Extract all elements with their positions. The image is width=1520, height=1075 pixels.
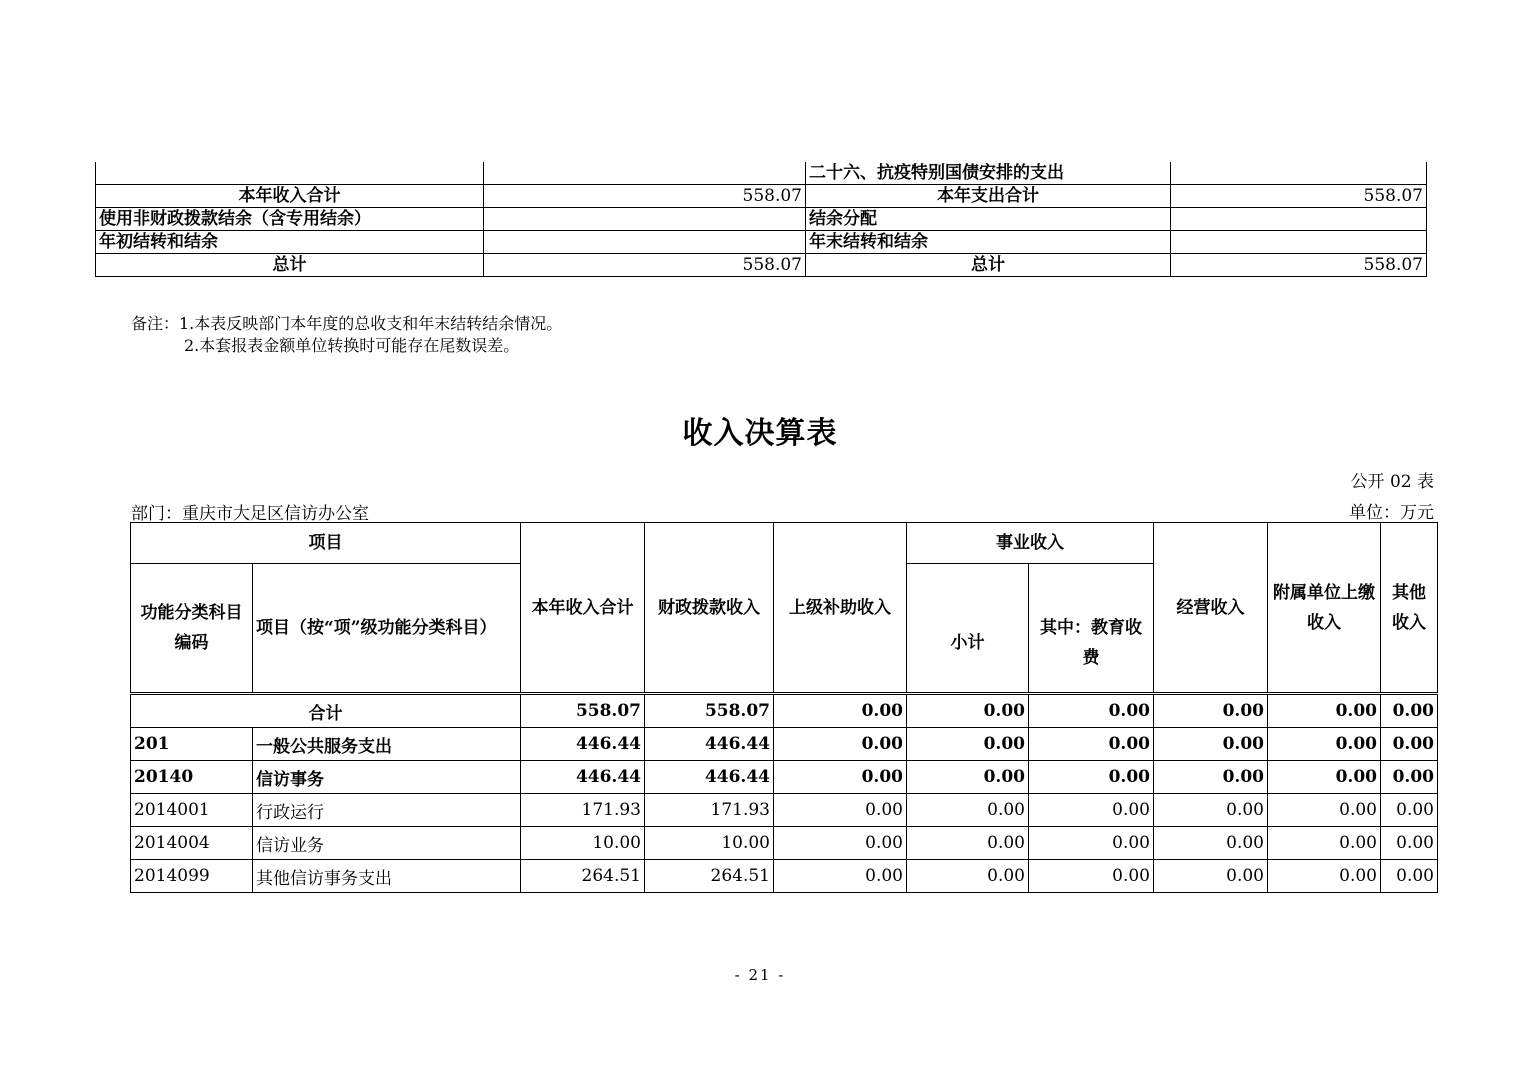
summary-left-value [484, 162, 806, 185]
summary-right-value [1171, 162, 1427, 185]
row-value: 0.00 [1381, 728, 1438, 761]
note-line-2: 2.本套报表金额单位转换时可能存在尾数误差。 [184, 336, 520, 355]
row-value: 0.00 [907, 860, 1029, 893]
row-value: 0.00 [774, 827, 907, 860]
row-value: 446.44 [521, 761, 645, 794]
table-row [131, 761, 1438, 794]
header-operating: 经营收入 [1154, 523, 1268, 694]
summary-right-value: 558.07 [1171, 254, 1427, 277]
row-value: 0.00 [1268, 728, 1381, 761]
row-value: 0.00 [1154, 761, 1268, 794]
header-subtotal: 小计 [907, 564, 1029, 694]
summary-right-label: 总计 [806, 254, 1171, 277]
total-row [131, 694, 1438, 728]
summary-left-label: 使用非财政拨款结余（含专用结余） [96, 208, 484, 231]
row-value: 0.00 [1268, 827, 1381, 860]
row-value: 0.00 [1154, 860, 1268, 893]
summary-row-year-total [96, 185, 1427, 208]
row-value: 0.00 [1268, 794, 1381, 827]
row-value: 0.00 [1029, 761, 1154, 794]
header-affiliated: 附属单位上缴收入 [1268, 523, 1381, 694]
row-name: 其他信访事务支出 [253, 860, 521, 893]
total-value: 558.07 [521, 694, 645, 728]
row-value: 446.44 [645, 761, 774, 794]
summary-left-value [484, 208, 806, 231]
header-superior: 上级补助收入 [774, 523, 907, 694]
row-code: 2014001 [131, 794, 253, 827]
header-education: 其中：教育收费 [1029, 564, 1154, 694]
total-value: 0.00 [907, 694, 1029, 728]
page-number: - 21 - [734, 966, 786, 984]
row-value: 0.00 [1268, 761, 1381, 794]
summary-row-carry [96, 231, 1427, 254]
row-value: 0.00 [1029, 827, 1154, 860]
row-name: 信访事务 [253, 761, 521, 794]
row-value: 0.00 [907, 794, 1029, 827]
row-value: 0.00 [1381, 794, 1438, 827]
header-business-group: 事业收入 [907, 523, 1154, 564]
summary-left-label: 本年收入合计 [96, 185, 484, 208]
row-value: 0.00 [1381, 827, 1438, 860]
summary-left-label: 总计 [96, 254, 484, 277]
row-value: 0.00 [774, 860, 907, 893]
row-value: 0.00 [1268, 860, 1381, 893]
total-value: 0.00 [1154, 694, 1268, 728]
row-value: 264.51 [521, 860, 645, 893]
row-value: 0.00 [1154, 728, 1268, 761]
row-value: 0.00 [1029, 860, 1154, 893]
row-value: 171.93 [645, 794, 774, 827]
row-value: 0.00 [907, 761, 1029, 794]
note-line-1: 备注：1.本表反映部门本年度的总收支和年末结转结余情况。 [131, 314, 563, 333]
row-value: 10.00 [521, 827, 645, 860]
header-row-1 [131, 523, 1438, 564]
row-value: 0.00 [774, 761, 907, 794]
total-value: 0.00 [774, 694, 907, 728]
header-total: 本年收入合计 [521, 523, 645, 694]
summary-left-label [96, 162, 484, 185]
summary-left-value: 558.07 [484, 254, 806, 277]
row-code: 2014099 [131, 860, 253, 893]
notes [131, 313, 562, 357]
row-value: 0.00 [774, 794, 907, 827]
row-value: 0.00 [774, 728, 907, 761]
summary-left-value [484, 231, 806, 254]
summary-right-label: 结余分配 [806, 208, 1171, 231]
table-row [131, 794, 1438, 827]
row-name: 信访业务 [253, 827, 521, 860]
summary-table [95, 162, 1427, 277]
row-value: 0.00 [1381, 860, 1438, 893]
table-row [131, 728, 1438, 761]
row-code: 20140 [131, 761, 253, 794]
header-other: 其他收入 [1381, 523, 1438, 694]
department-label: 部门：重庆市大足区信访办公室 [131, 504, 369, 524]
summary-right-value [1171, 208, 1427, 231]
row-value: 0.00 [1154, 794, 1268, 827]
row-value: 10.00 [645, 827, 774, 860]
row-name: 行政运行 [253, 794, 521, 827]
total-label: 合计 [131, 694, 521, 728]
total-value: 0.00 [1268, 694, 1381, 728]
table-row [131, 860, 1438, 893]
row-value: 446.44 [521, 728, 645, 761]
summary-right-label: 本年支出合计 [806, 185, 1171, 208]
header-project: 项目 [131, 523, 521, 564]
summary-row-covid [96, 162, 1427, 185]
header-fiscal: 财政拨款收入 [645, 523, 774, 694]
page-title: 收入决算表 [682, 416, 838, 451]
row-value: 446.44 [645, 728, 774, 761]
summary-row-nonfiscal [96, 208, 1427, 231]
summary-left-label: 年初结转和结余 [96, 231, 484, 254]
row-value: 171.93 [521, 794, 645, 827]
row-value: 0.00 [1154, 827, 1268, 860]
income-table [130, 522, 1438, 893]
row-value: 0.00 [1381, 761, 1438, 794]
summary-right-value: 558.07 [1171, 185, 1427, 208]
table-row [131, 827, 1438, 860]
row-name: 一般公共服务支出 [253, 728, 521, 761]
header-name: 项目（按“项”级功能分类科目） [253, 564, 521, 694]
row-value: 0.00 [907, 728, 1029, 761]
total-value: 0.00 [1381, 694, 1438, 728]
summary-left-value: 558.07 [484, 185, 806, 208]
summary-right-label: 二十六、抗疫特别国债安排的支出 [806, 162, 1171, 185]
table-number: 公开 02 表 [1350, 472, 1434, 492]
header-code: 功能分类科目编码 [131, 564, 253, 694]
row-value: 264.51 [645, 860, 774, 893]
row-value: 0.00 [907, 827, 1029, 860]
row-value: 0.00 [1029, 794, 1154, 827]
unit-label: 单位：万元 [1349, 503, 1434, 523]
summary-row-grand-total [96, 254, 1427, 277]
row-value: 0.00 [1029, 728, 1154, 761]
row-code: 2014004 [131, 827, 253, 860]
row-code: 201 [131, 728, 253, 761]
total-value: 558.07 [645, 694, 774, 728]
total-value: 0.00 [1029, 694, 1154, 728]
summary-right-value [1171, 231, 1427, 254]
summary-right-label: 年末结转和结余 [806, 231, 1171, 254]
